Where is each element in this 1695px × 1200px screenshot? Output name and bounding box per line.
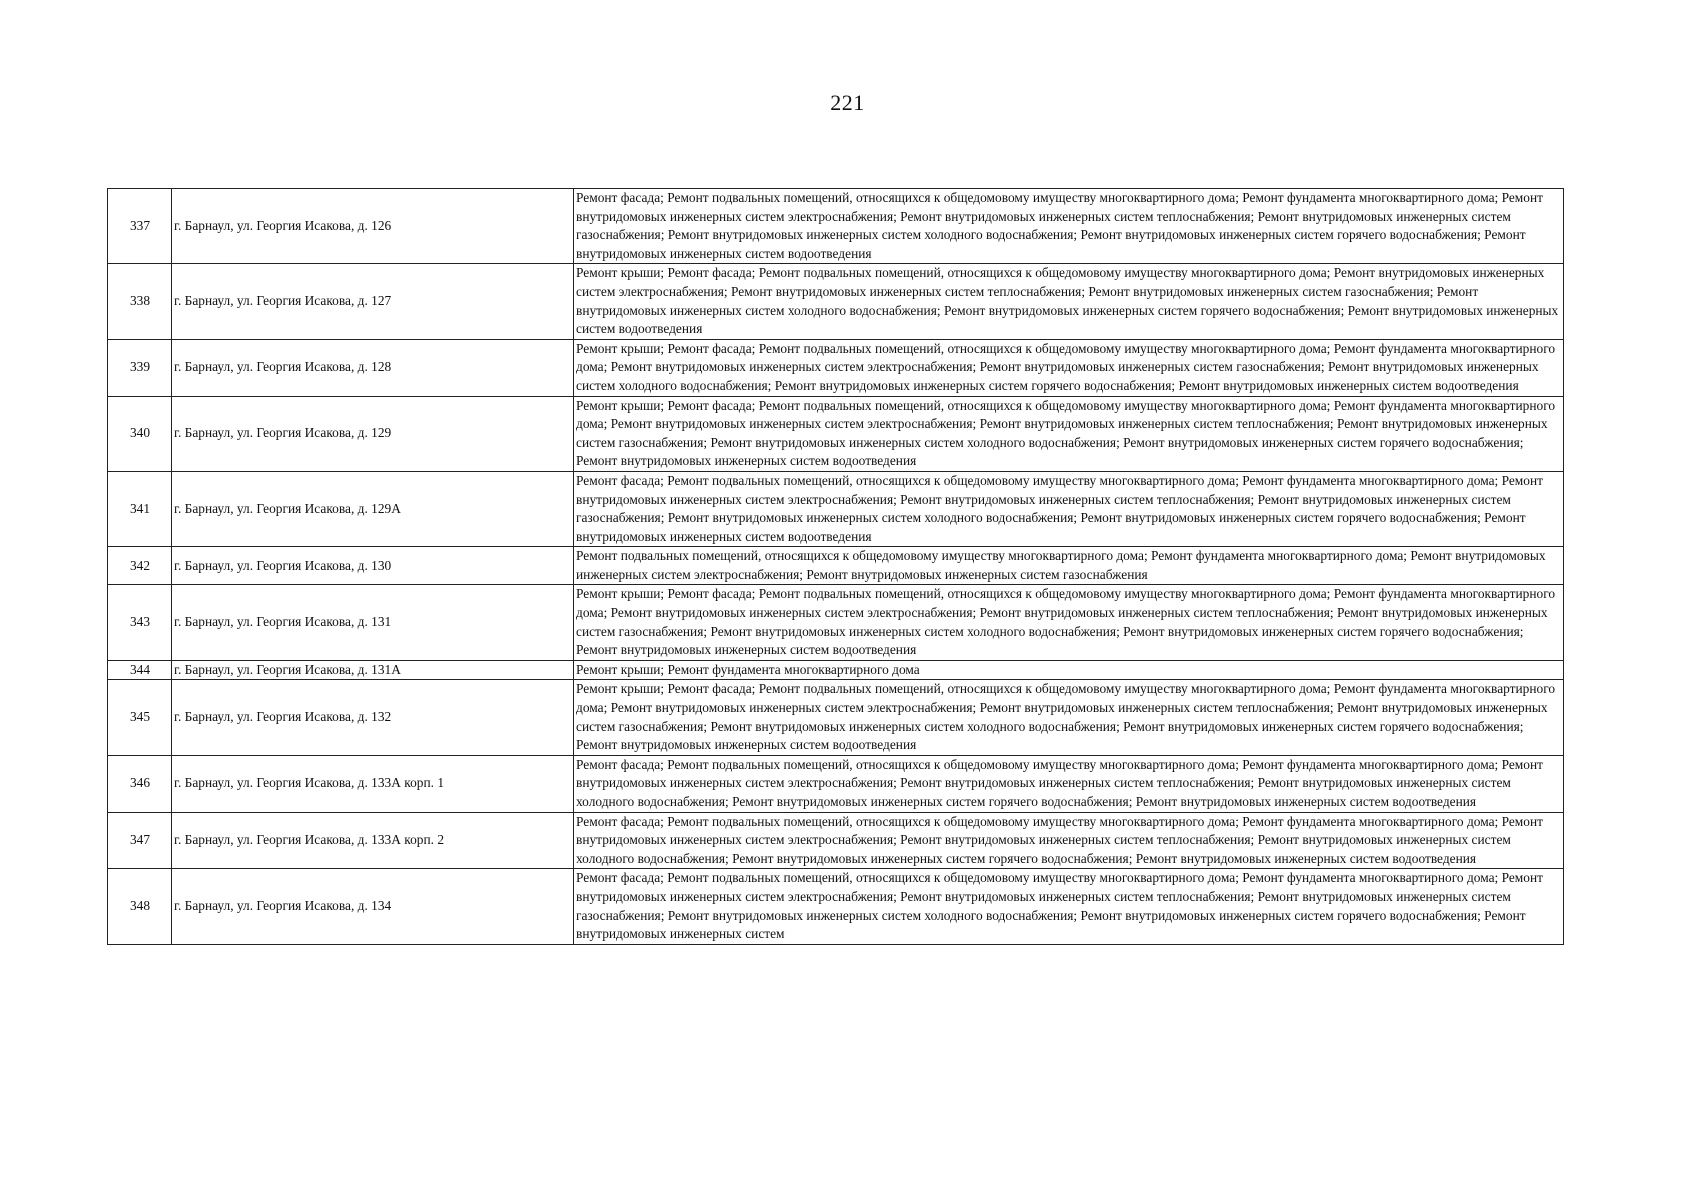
- table-row: [108, 755, 1564, 812]
- repair-works-table: [107, 188, 1564, 945]
- row-number-cell: 347: [108, 812, 172, 869]
- row-number-cell: 342: [108, 547, 172, 585]
- table-row: [108, 812, 1564, 869]
- address-cell: г. Барнаул, ул. Георгия Исакова, д. 133А корп. 1: [172, 755, 574, 812]
- row-number-cell: 338: [108, 264, 172, 339]
- row-number-cell: 339: [108, 339, 172, 396]
- table-row: [108, 547, 1564, 585]
- address-cell: г. Барнаул, ул. Георгия Исакова, д. 127: [172, 264, 574, 339]
- row-number-cell: 341: [108, 471, 172, 546]
- works-cell: Ремонт крыши; Ремонт фасада; Ремонт подвальных помещений, относящихся к общедомовому имуществу многоквартирного дома; Ремонт внутридомовых инженерных систем электроснабжения; Ремонт внутридомовых инженерных систем теплоснабжения; Ремонт внутридомовых инженерных систем газоснабжения; Ремонт внутридомовых инженерных систем холодного водоснабжения; Ремонт внутридомовых инженерных систем горячего водоснабжения; Ремонт внутридомовых инженерных систем водоотведения: [574, 264, 1564, 339]
- address-cell: г. Барнаул, ул. Георгия Исакова, д. 128: [172, 339, 574, 396]
- page-number: 221: [830, 90, 865, 115]
- address-cell: г. Барнаул, ул. Георгия Исакова, д. 126: [172, 189, 574, 264]
- address-cell: г. Барнаул, ул. Георгия Исакова, д. 129: [172, 396, 574, 471]
- works-cell: Ремонт фасада; Ремонт подвальных помещений, относящихся к общедомовому имуществу многоквартирного дома; Ремонт фундамента многоквартирного дома; Ремонт внутридомовых инженерных систем электроснабжения; Ремонт внутридомовых инженерных систем теплоснабжения; Ремонт внутридомовых инженерных систем газоснабжения; Ремонт внутридомовых инженерных систем холодного водоснабжения; Ремонт внутридомовых инженерных систем горячего водоснабжения; Ремонт внутридомовых инженерных систем водоотведения: [574, 189, 1564, 264]
- address-cell: г. Барнаул, ул. Георгия Исакова, д. 130: [172, 547, 574, 585]
- table-row: [108, 264, 1564, 339]
- row-number-cell: 344: [108, 660, 172, 680]
- row-number-cell: 343: [108, 585, 172, 660]
- row-number-cell: 340: [108, 396, 172, 471]
- address-cell: г. Барнаул, ул. Георгия Исакова, д. 134: [172, 869, 574, 944]
- works-cell: Ремонт крыши; Ремонт фасада; Ремонт подвальных помещений, относящихся к общедомовому имуществу многоквартирного дома; Ремонт фундамента многоквартирного дома; Ремонт внутридомовых инженерных систем электроснабжения; Ремонт внутридомовых инженерных систем теплоснабжения; Ремонт внутридомовых инженерных систем газоснабжения; Ремонт внутридомовых инженерных систем холодного водоснабжения; Ремонт внутридомовых инженерных систем горячего водоснабжения; Ремонт внутридомовых инженерных систем водоотведения: [574, 585, 1564, 660]
- table-row: [108, 680, 1564, 755]
- works-cell: Ремонт крыши; Ремонт фасада; Ремонт подвальных помещений, относящихся к общедомовому имуществу многоквартирного дома; Ремонт фундамента многоквартирного дома; Ремонт внутридомовых инженерных систем электроснабжения; Ремонт внутридомовых инженерных систем теплоснабжения; Ремонт внутридомовых инженерных систем газоснабжения; Ремонт внутридомовых инженерных систем холодного водоснабжения; Ремонт внутридомовых инженерных систем горячего водоснабжения; Ремонт внутридомовых инженерных систем водоотведения: [574, 396, 1564, 471]
- table-row: [108, 396, 1564, 471]
- works-cell: Ремонт крыши; Ремонт фундамента многоквартирного дома: [574, 660, 1564, 680]
- address-cell: г. Барнаул, ул. Георгия Исакова, д. 132: [172, 680, 574, 755]
- table-row: [108, 869, 1564, 944]
- address-cell: г. Барнаул, ул. Георгия Исакова, д. 133А корп. 2: [172, 812, 574, 869]
- works-cell: Ремонт фасада; Ремонт подвальных помещений, относящихся к общедомовому имуществу многоквартирного дома; Ремонт фундамента многоквартирного дома; Ремонт внутридомовых инженерных систем электроснабжения; Ремонт внутридомовых инженерных систем теплоснабжения; Ремонт внутридомовых инженерных систем холодного водоснабжения; Ремонт внутридомовых инженерных систем горячего водоснабжения; Ремонт внутридомовых инженерных систем водоотведения: [574, 755, 1564, 812]
- works-cell: Ремонт подвальных помещений, относящихся к общедомовому имуществу многоквартирного дома; Ремонт фундамента многоквартирного дома; Ремонт внутридомовых инженерных систем электроснабжения; Ремонт внутридомовых инженерных систем газоснабжения: [574, 547, 1564, 585]
- address-cell: г. Барнаул, ул. Георгия Исакова, д. 131: [172, 585, 574, 660]
- table-row: [108, 585, 1564, 660]
- works-cell: Ремонт фасада; Ремонт подвальных помещений, относящихся к общедомовому имуществу многоквартирного дома; Ремонт фундамента многоквартирного дома; Ремонт внутридомовых инженерных систем электроснабжения; Ремонт внутридомовых инженерных систем теплоснабжения; Ремонт внутридомовых инженерных систем холодного водоснабжения; Ремонт внутридомовых инженерных систем горячего водоснабжения; Ремонт внутридомовых инженерных систем водоотведения: [574, 812, 1564, 869]
- table-row: [108, 660, 1564, 680]
- address-cell: г. Барнаул, ул. Георгия Исакова, д. 131А: [172, 660, 574, 680]
- works-cell: Ремонт крыши; Ремонт фасада; Ремонт подвальных помещений, относящихся к общедомовому имуществу многоквартирного дома; Ремонт фундамента многоквартирного дома; Ремонт внутридомовых инженерных систем электроснабжения; Ремонт внутридомовых инженерных систем теплоснабжения; Ремонт внутридомовых инженерных систем газоснабжения; Ремонт внутридомовых инженерных систем холодного водоснабжения; Ремонт внутридомовых инженерных систем горячего водоснабжения; Ремонт внутридомовых инженерных систем водоотведения: [574, 680, 1564, 755]
- row-number-cell: 345: [108, 680, 172, 755]
- row-number-cell: 337: [108, 189, 172, 264]
- row-number-cell: 346: [108, 755, 172, 812]
- address-cell: г. Барнаул, ул. Георгия Исакова, д. 129А: [172, 471, 574, 546]
- works-cell: Ремонт фасада; Ремонт подвальных помещений, относящихся к общедомовому имуществу многоквартирного дома; Ремонт фундамента многоквартирного дома; Ремонт внутридомовых инженерных систем электроснабжения; Ремонт внутридомовых инженерных систем теплоснабжения; Ремонт внутридомовых инженерных систем газоснабжения; Ремонт внутридомовых инженерных систем холодного водоснабжения; Ремонт внутридомовых инженерных систем горячего водоснабжения; Ремонт внутридомовых инженерных систем водоотведения: [574, 471, 1564, 546]
- table-row: [108, 471, 1564, 546]
- works-cell: Ремонт крыши; Ремонт фасада; Ремонт подвальных помещений, относящихся к общедомовому имуществу многоквартирного дома; Ремонт фундамента многоквартирного дома; Ремонт внутридомовых инженерных систем электроснабжения; Ремонт внутридомовых инженерных систем газоснабжения; Ремонт внутридомовых инженерных систем холодного водоснабжения; Ремонт внутридомовых инженерных систем горячего водоснабжения; Ремонт внутридомовых инженерных систем водоотведения: [574, 339, 1564, 396]
- table-row: [108, 189, 1564, 264]
- table-row: [108, 339, 1564, 396]
- row-number-cell: 348: [108, 869, 172, 944]
- works-cell: Ремонт фасада; Ремонт подвальных помещений, относящихся к общедомовому имуществу многоквартирного дома; Ремонт фундамента многоквартирного дома; Ремонт внутридомовых инженерных систем электроснабжения; Ремонт внутридомовых инженерных систем теплоснабжения; Ремонт внутридомовых инженерных систем газоснабжения; Ремонт внутридомовых инженерных систем холодного водоснабжения; Ремонт внутридомовых инженерных систем горячего водоснабжения; Ремонт внутридомовых инженерных систем: [574, 869, 1564, 944]
